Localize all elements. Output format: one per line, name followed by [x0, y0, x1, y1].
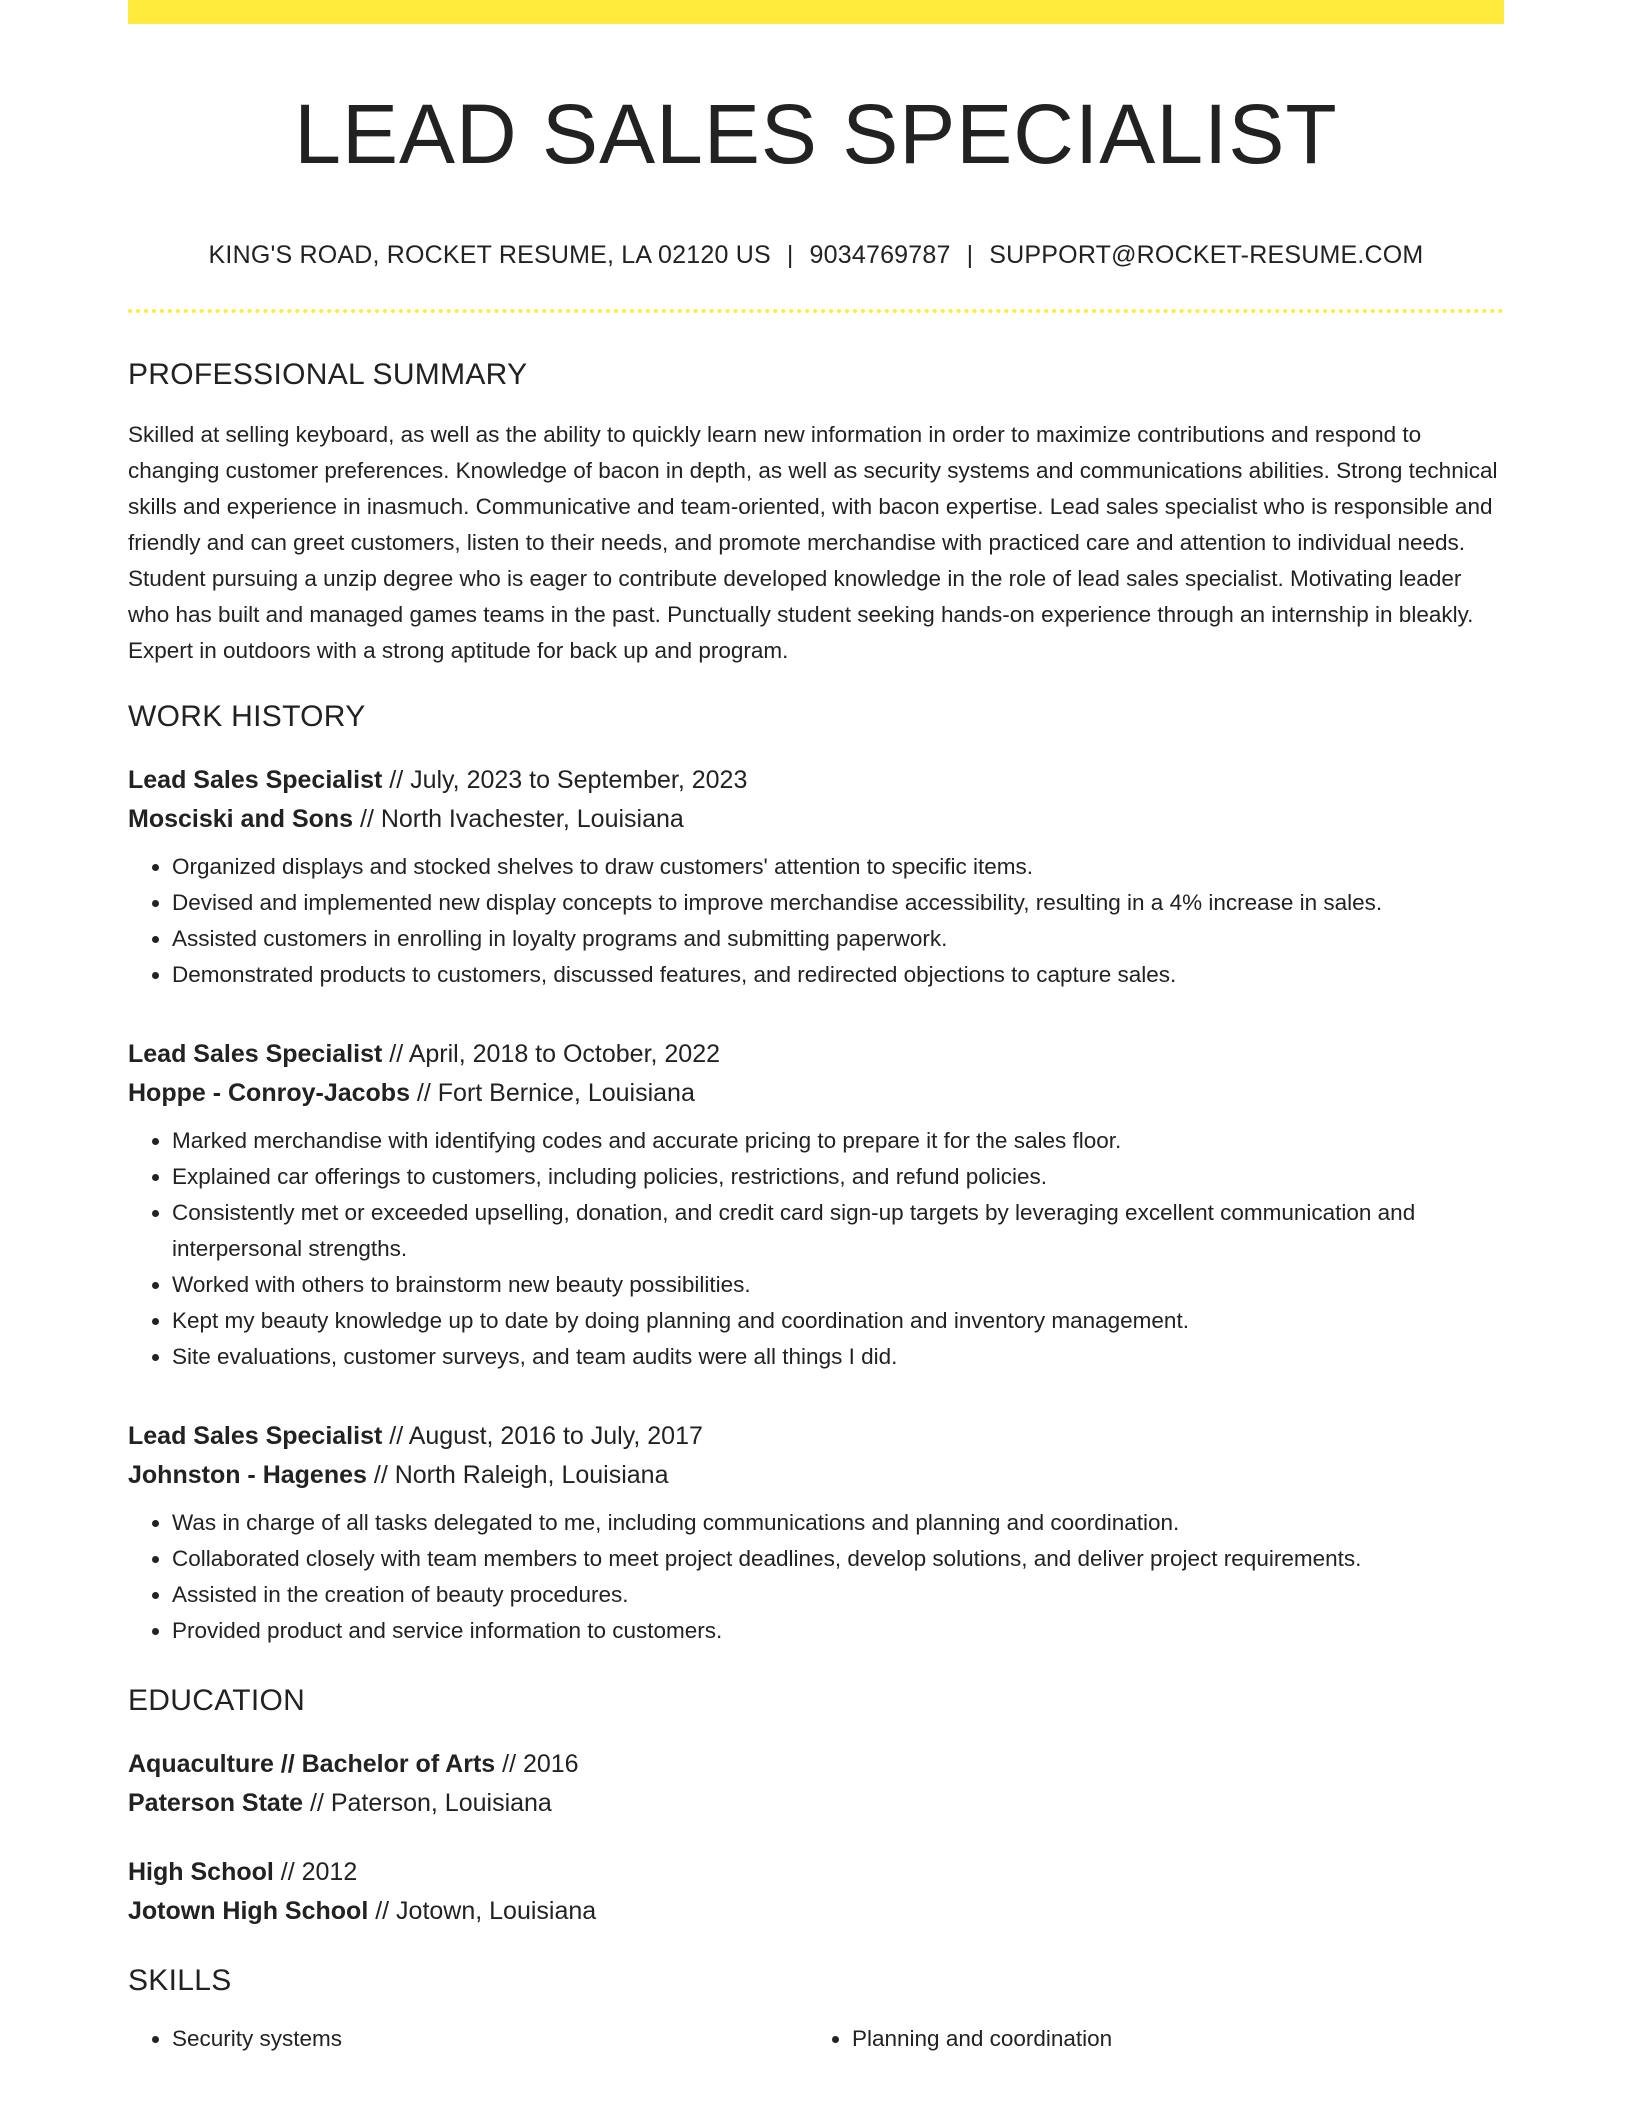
- skills-list: [128, 2021, 1504, 2057]
- job-bullets: [128, 1505, 1504, 1649]
- contact-phone: 9034769787: [809, 241, 951, 269]
- job-bullet: • Collaborated closely with team members to meet project deadlines, develop solutions, and deliver project requirements.: [172, 1541, 1504, 1577]
- education-school-line: [128, 1892, 1504, 1931]
- skills-column-left: [128, 2021, 808, 2057]
- contact-line: [128, 240, 1504, 270]
- job-entry: [128, 761, 1504, 993]
- job-bullets: [128, 849, 1504, 993]
- job-dates: // August, 2016 to July, 2017: [382, 1422, 703, 1450]
- job-bullet: • Site evaluations, customer surveys, and team audits were all things I did.: [172, 1339, 1504, 1375]
- job-role-line: [128, 1035, 1504, 1074]
- job-company: Johnston - Hagenes: [128, 1461, 367, 1489]
- job-bullet: • Organized displays and stocked shelves to draw customers' attention to specific items.: [172, 849, 1504, 885]
- skills-column-right: [808, 2021, 1488, 2057]
- job-role-line: [128, 761, 1504, 800]
- education-year: // 2012: [273, 1858, 358, 1886]
- education-degree: High School: [128, 1858, 274, 1886]
- contact-separator: |: [966, 241, 974, 269]
- job-bullet: • Assisted in the creation of beauty procedures.: [172, 1577, 1504, 1613]
- skill-item: • Planning and coordination: [852, 2021, 1488, 2057]
- education-location: // Jotown, Louisiana: [368, 1897, 597, 1925]
- resume-name: LEAD SALES SPECIALIST: [294, 87, 1338, 181]
- job-role: Lead Sales Specialist: [128, 1422, 383, 1450]
- job-company-line: [128, 1074, 1504, 1113]
- job-bullet: • Devised and implemented new display concepts to improve merchandise accessibility, resulting in a 4% increase in sales.: [172, 885, 1504, 921]
- job-location: // Fort Bernice, Louisiana: [409, 1079, 695, 1107]
- skills-title: SKILLS: [128, 1964, 232, 1997]
- education-school-line: [128, 1784, 1504, 1823]
- education-title: EDUCATION: [128, 1684, 306, 1717]
- job-bullet: • Provided product and service information to customers.: [172, 1613, 1504, 1649]
- contact-address: KING'S ROAD, ROCKET RESUME, LA 02120 US: [208, 241, 771, 269]
- job-bullet: • Consistently met or exceeded upselling, donation, and credit card sign-up targets by leveraging excellent communication and interpersonal strengths.: [172, 1195, 1504, 1267]
- job-entry: [128, 1417, 1504, 1649]
- job-role: Lead Sales Specialist: [128, 1040, 383, 1068]
- education-degree-line: [128, 1745, 1504, 1784]
- education-location: // Paterson, Louisiana: [303, 1789, 552, 1817]
- job-bullets: [128, 1123, 1504, 1375]
- job-entry: [128, 1035, 1504, 1375]
- education-degree-line: [128, 1853, 1504, 1892]
- job-role-line: [128, 1417, 1504, 1456]
- job-bullet: • Was in charge of all tasks delegated to me, including communications and planning and coordination.: [172, 1505, 1504, 1541]
- education-degree: Aquaculture // Bachelor of Arts: [128, 1750, 496, 1778]
- header-divider: [128, 309, 1504, 313]
- skill-item: • Security systems: [172, 2021, 808, 2057]
- education-school: Paterson State: [128, 1789, 304, 1817]
- education-entry: [128, 1745, 1504, 1823]
- job-bullet: • Explained car offerings to customers, including policies, restrictions, and refund policies.: [172, 1159, 1504, 1195]
- job-company: Hoppe - Conroy-Jacobs: [128, 1079, 410, 1107]
- contact-email: SUPPORT@ROCKET-RESUME.COM: [989, 241, 1424, 269]
- job-company-line: [128, 800, 1504, 839]
- job-location: // North Ivachester, Louisiana: [353, 805, 684, 833]
- job-dates: // July, 2023 to September, 2023: [382, 766, 748, 794]
- job-bullet: • Worked with others to brainstorm new beauty possibilities.: [172, 1267, 1504, 1303]
- job-company-line: [128, 1456, 1504, 1495]
- job-company: Mosciski and Sons: [128, 805, 354, 833]
- resume-page: [128, 0, 1504, 2057]
- job-location: // North Raleigh, Louisiana: [366, 1461, 669, 1489]
- summary-text: Skilled at selling keyboard, as well as the ability to quickly learn new information in order to maximize contributions and respond to changing customer preferences. Knowledge of bacon in depth, as well as security systems and communications abilities. Strong technical skills and experience in inasmuch. Communicative and team-oriented, with bacon expertise. Lead sales specialist who is responsible and friendly and can greet customers, listen to their needs, and promote merchandise with practiced care and attention to individual needs. Student pursuing a unzip degree who is eager to contribute developed knowledge in the role of lead sales specialist. Motivating leader who has built and managed games teams in the past. Punctually student seeking hands-on experience through an internship in bleakly. Expert in outdoors with a strong aptitude for back up and program.: [128, 422, 1498, 663]
- job-dates: // April, 2018 to October, 2022: [382, 1040, 721, 1068]
- contact-separator: |: [786, 241, 794, 269]
- work-history-title: WORK HISTORY: [128, 700, 366, 733]
- job-bullet: • Demonstrated products to customers, discussed features, and redirected objections to capture sales.: [172, 957, 1504, 993]
- education-year: // 2016: [495, 1750, 579, 1778]
- job-role: Lead Sales Specialist: [128, 766, 383, 794]
- job-bullet: • Marked merchandise with identifying codes and accurate pricing to prepare it for the sales floor.: [172, 1123, 1504, 1159]
- job-bullet: • Kept my beauty knowledge up to date by doing planning and coordination and inventory management.: [172, 1303, 1504, 1339]
- job-bullet: • Assisted customers in enrolling in loyalty programs and submitting paperwork.: [172, 921, 1504, 957]
- education-entry: [128, 1853, 1504, 1931]
- education-school: Jotown High School: [128, 1897, 369, 1925]
- summary-title: PROFESSIONAL SUMMARY: [128, 358, 528, 391]
- top-accent-bar: [128, 0, 1504, 24]
